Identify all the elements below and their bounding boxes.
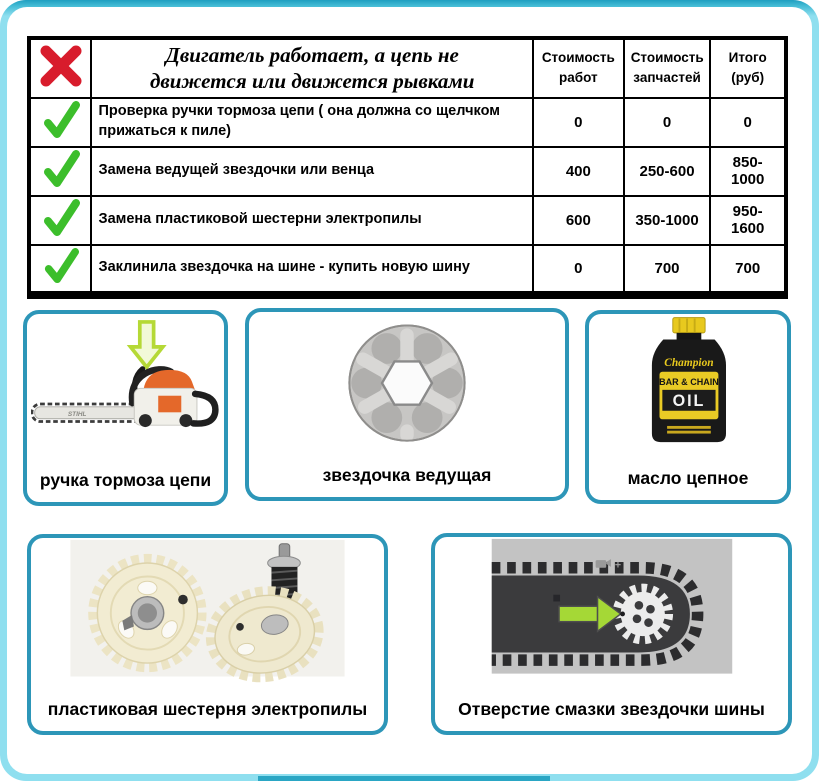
solution-text: Заклинила звездочка на шине - купить новую шину [91,245,532,295]
bottle-label-top: BAR & CHAIN [659,377,719,388]
guide-bar [35,407,142,419]
card-drive-sprocket [245,308,569,501]
check-icon [41,248,81,284]
total-value: 700 [710,245,786,295]
work-cost-value: 600 [533,196,624,245]
bar-brand-text: STIHL [67,411,87,419]
brand-badge [158,396,181,413]
chainsaw-illustration [31,314,220,459]
work-cost-value: 0 [533,245,624,295]
svg-text:+: + [614,559,622,572]
drive-sprocket-illustration [253,312,561,458]
total-value: 950-1600 [710,196,786,245]
card-chain-brake-handle [23,310,228,506]
parts-cost-value: 350-1000 [624,196,711,245]
card-caption: пластиковая шестерня электропилы [47,699,368,719]
check-icon [41,150,81,188]
card-plastic-gear [27,534,388,735]
work-cost-value: 400 [533,147,624,196]
parts-cost-value: 700 [624,245,711,295]
cost-table [27,36,788,299]
card-caption: масло цепное [627,468,749,488]
down-arrow-icon [131,322,163,367]
card-bar-sprocket-oil-hole [431,533,792,735]
column-header-work-cost: Стоимость работ [533,38,624,98]
plastic-gears-illustration [35,538,380,690]
red-cross-icon [37,44,85,88]
bottom-edge-artifact [258,776,550,781]
card-chain-oil [585,310,791,504]
total-value: 0 [710,98,786,147]
parts-cost-value: 250-600 [624,147,711,196]
table-header-row [29,38,786,98]
table-title-line1: Двигатель работает, а цепь не [165,43,459,67]
oil-bottle-illustration [593,314,783,460]
solution-text: Проверка ручки тормоза цепи ( она должна со щелчком прижаться к пиле) [91,98,532,147]
lubrication-hole [620,612,625,617]
check-icon [41,101,81,139]
table-row [29,196,786,245]
table-title [91,38,532,98]
problem-marker-cell [29,38,91,98]
bottle-label-big: OIL [672,392,706,410]
parts-cost-value: 0 [624,98,711,147]
bar-nose-illustration [439,537,784,689]
column-header-parts-cost: Стоимость запчастей [624,38,711,98]
table-title-line2: движется или движется рывками [149,69,475,94]
total-value: 850-1000 [710,147,786,196]
work-cost-value: 0 [533,98,624,147]
column-header-total: Итого (руб) [710,38,786,98]
table-row [29,147,786,196]
oil-bottle-icon [652,318,726,442]
card-caption: звездочка ведущая [322,465,492,485]
check-icon [41,199,81,237]
card-caption: Отверстие смазки звездочки шины [458,699,765,719]
solution-text: Замена пластиковой шестерни электропилы [91,196,532,245]
sprocket-icon [349,325,464,440]
bottle-brand-text: Champion [664,357,714,370]
solution-text: Замена ведущей звездочки или венца [91,147,532,196]
table-row [29,245,786,295]
card-caption: ручка тормоза цепи [39,470,212,490]
table-row [29,98,786,147]
